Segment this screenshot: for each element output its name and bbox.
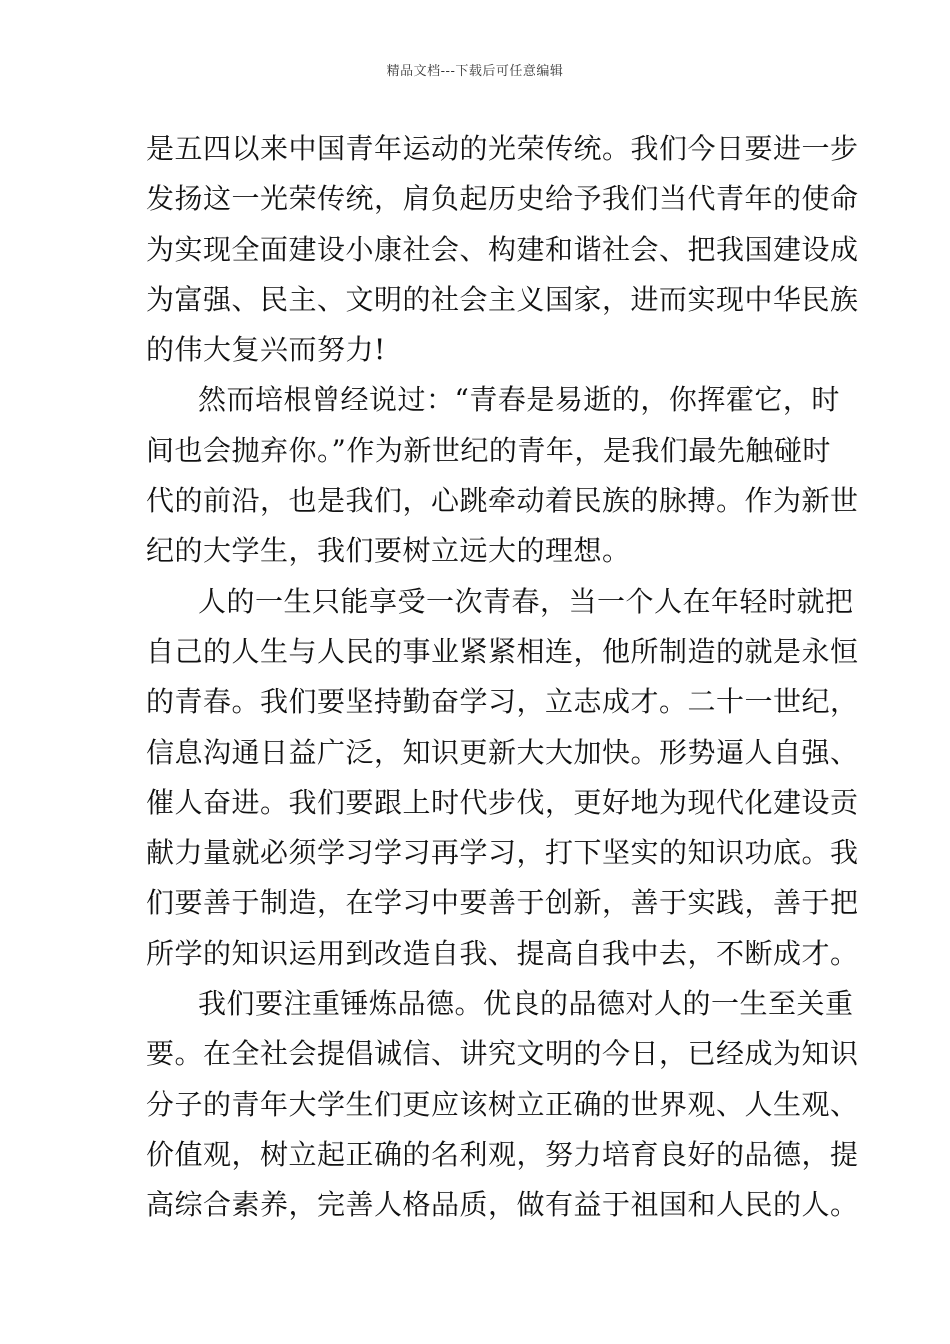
text-line: 代的前沿，也是我们，心跳牵动着民族的脉搏。作为新世: [146, 484, 859, 518]
text-line: 然而培根曾经说过：“青春是易逝的，你挥霍它，时: [198, 383, 840, 417]
text-line: 高综合素养，完善人格品质，做有益于祖国和人民的人。: [146, 1188, 859, 1222]
text-line: 是五四以来中国青年运动的光荣传统。我们今日要进一步: [146, 132, 859, 165]
text-line: 自己的人生与人民的事业紧紧相连，他所制造的就是永恒: [146, 634, 859, 668]
text-line: 信息沟通日益广泛，知识更新大大加快。形势逼人自强、: [146, 735, 859, 769]
text-line: 为富强、民主、文明的社会主义国家，进而实现中华民族: [146, 282, 859, 316]
text-line: 发扬这一光荣传统，肩负起历史给予我们当代青年的使命: [146, 182, 859, 216]
page-header: 精品文档---下载后可任意编辑: [386, 64, 564, 79]
text-line: 献力量就必须学习学习再学习，打下坚实的知识功底。我: [146, 836, 859, 870]
text-line: 的伟大复兴而努力!: [146, 333, 386, 367]
text-line: 分子的青年大学生们更应该树立正确的世界观、人生观、: [146, 1087, 859, 1121]
text-line: 为实现全面建设小康社会、构建和谐社会、把我国建设成: [146, 232, 859, 266]
text-line: 催人奋进。我们要跟上时代步伐，更好地为现代化建设贡: [146, 785, 859, 819]
text-line: 纪的大学生，我们要树立远大的理想。: [146, 534, 631, 568]
text-line: 所学的知识运用到改造自我、提高自我中去，不断成才。: [146, 936, 859, 970]
text-line: 们要善于制造，在学习中要善于创新，善于实践，善于把: [146, 886, 859, 920]
document-body: [146, 124, 859, 1231]
text-line: 要。在全社会提倡诚信、讲究文明的今日，已经成为知识: [146, 1037, 859, 1071]
text-line: 的青春。我们要坚持勤奋学习，立志成才。二十一世纪，: [146, 685, 859, 719]
text-line: 我们要注重锤炼品德。优良的品德对人的一生至关重: [198, 987, 854, 1021]
text-line: 价值观，树立起正确的名利观，努力培育良好的品德，提: [146, 1137, 859, 1171]
text-line: 间也会抛弃你。”作为新世纪的青年，是我们最先触碰时: [146, 433, 831, 467]
text-line: 人的一生只能享受一次青春，当一个人在年轻时就把: [198, 584, 854, 618]
